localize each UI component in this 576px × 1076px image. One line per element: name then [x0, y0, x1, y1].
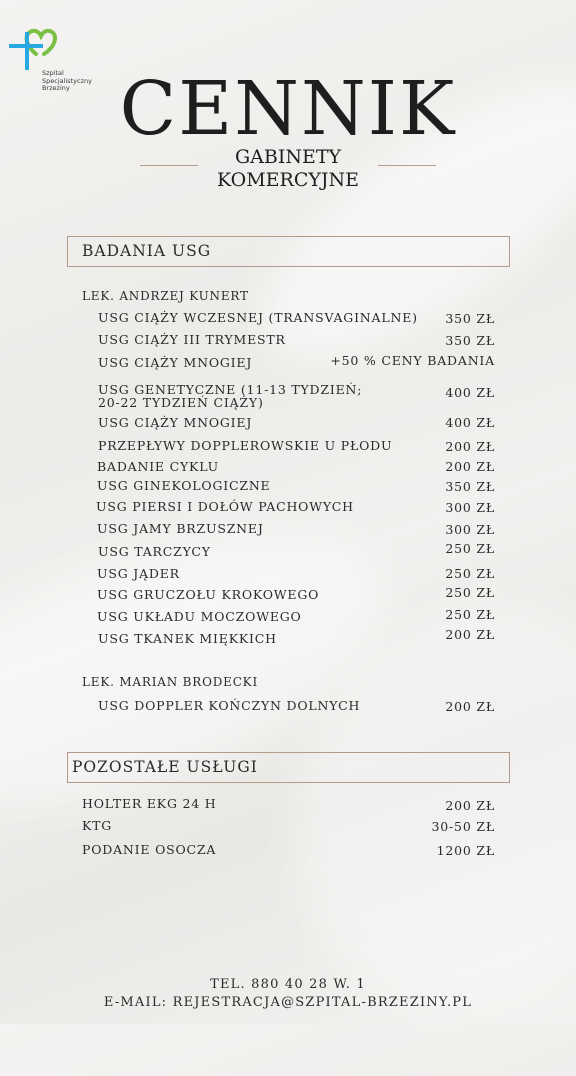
service-price: 200 ZŁ	[445, 627, 495, 642]
service-price: 200 ZŁ	[445, 439, 495, 454]
section-header-other: POZOSTAŁE USŁUGI	[67, 752, 510, 783]
service-price: 250 ZŁ	[445, 541, 495, 556]
service-price: 30-50 ZŁ	[431, 819, 495, 834]
service-name: USG CIĄŻY III TRYMESTR	[98, 332, 286, 347]
doctor-name: LEK. ANDRZEJ KUNERT	[82, 289, 249, 303]
service-name: USG TARCZYCY	[98, 544, 211, 559]
service-price: 200 ZŁ	[445, 459, 495, 474]
service-name: USG JAMY BRZUSZNEJ	[97, 521, 264, 536]
footer-email: E-MAIL: REJESTRACJA@SZPITAL-BRZEZINY.PL	[103, 995, 473, 1010]
footer-phone: TEL. 880 40 28 W. 1	[210, 977, 366, 992]
service-name: BADANIE CYKLU	[97, 459, 219, 474]
service-name: USG GINEKOLOGICZNE	[97, 478, 271, 493]
service-name: USG CIĄŻY MNOGIEJ	[98, 355, 253, 370]
service-name: USG GENETYCZNE (11-13 TYDZIEŃ; 20-22 TYDZIEŃ CIĄŻY)	[98, 382, 363, 410]
service-price: 250 ZŁ	[445, 585, 495, 600]
page-title: CENNIK	[119, 66, 457, 152]
service-name: USG JĄDER	[97, 566, 180, 581]
service-price: 400 ZŁ	[445, 415, 495, 430]
service-price: 200 ZŁ	[445, 798, 495, 813]
service-price: 350 ZŁ	[445, 311, 495, 326]
section-header-usg: BADANIA USG	[67, 236, 510, 267]
service-name: PRZEPŁYWY DOPPLEROWSKIE U PŁODU	[98, 438, 393, 453]
service-name: USG TKANEK MIĘKKICH	[98, 631, 277, 646]
service-name: USG GRUCZOŁU KROKOWEGO	[97, 587, 320, 602]
service-name: USG CIĄŻY WCZESNEJ (TRANSVAGINALNE)	[98, 310, 418, 325]
service-name: KTG	[82, 818, 113, 833]
service-price: 300 ZŁ	[445, 522, 495, 537]
service-price: 1200 ZŁ	[436, 843, 495, 858]
service-name: USG DOPPLER KOŃCZYN DOLNYCH	[98, 698, 361, 713]
logo-text: Szpital Specjalistyczny Brzeziny	[42, 69, 92, 92]
service-price: 250 ZŁ	[445, 607, 495, 622]
service-name: USG UKŁADU MOCZOWEGO	[97, 609, 302, 624]
service-name: HOLTER EKG 24 H	[82, 796, 217, 811]
service-price: 350 ZŁ	[445, 333, 495, 348]
service-price: 250 ZŁ	[445, 566, 495, 581]
page-subtitle: GABINETY KOMERCYJNE	[216, 146, 360, 191]
service-price: +50 % CENY BADANIA	[330, 353, 495, 368]
doctor-name: LEK. MARIAN BRODECKI	[82, 675, 258, 689]
service-name: PODANIE OSOCZA	[82, 842, 217, 857]
service-name: USG CIĄŻY MNOGIEJ	[98, 415, 253, 430]
service-price: 350 ZŁ	[445, 479, 495, 494]
service-price: 400 ZŁ	[445, 385, 495, 400]
service-price: 200 ZŁ	[445, 699, 495, 714]
service-name: USG PIERSI I DOŁÓW PACHOWYCH	[96, 499, 354, 514]
service-price: 300 ZŁ	[445, 500, 495, 515]
